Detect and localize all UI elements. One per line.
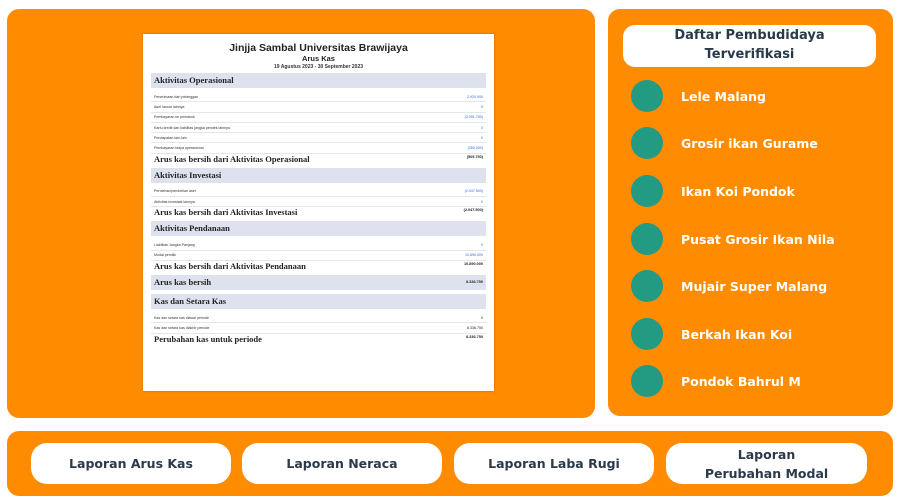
total-value: (505.750) [466, 154, 483, 159]
farmer-item[interactable] [631, 318, 881, 350]
cash-flow-report [143, 34, 494, 391]
farmer-name: Grosir ikan Gurame [681, 135, 818, 151]
farmer-avatar-icon [631, 127, 663, 159]
total-label: Arus kas bersih dari Aktivitas Operasional [154, 153, 310, 164]
farmer-list-panel [608, 9, 893, 416]
total-row-investasi [151, 207, 486, 219]
farmer-item[interactable] [631, 365, 881, 397]
farmer-avatar-icon [631, 270, 663, 302]
row-label: Pembayaran biaya operasional [154, 146, 204, 151]
total-value: (2.047.500) [463, 208, 483, 213]
farmer-name: Pusat Grosir Ikan Nila [681, 231, 835, 247]
farmer-name: Berkah Ikan Koi [681, 326, 793, 342]
total-value: 8.336.750 [466, 334, 483, 339]
report-row [151, 323, 486, 333]
farmer-item[interactable] [631, 80, 881, 112]
farmer-avatar-icon [631, 175, 663, 207]
farmer-list-title-line1: Daftar Pembudidaya [674, 28, 825, 43]
nav-neraca-button[interactable]: Laporan Neraca [242, 443, 442, 484]
report-company: Jinjja Sambal Universitas Brawijaya [229, 42, 408, 54]
report-row [151, 123, 486, 133]
farmer-avatar-icon [631, 318, 663, 350]
net-cash-value: 8.336.750 [466, 279, 483, 284]
row-value: 0 [481, 315, 483, 320]
row-value[interactable]: (3.091.750) [464, 115, 483, 120]
row-value[interactable]: (2.047.500) [464, 189, 483, 194]
total-row-perubahan-kas [151, 334, 486, 346]
nav-perubahan-modal-line2: Perubahan Modal [704, 465, 829, 481]
row-label: Penerimaan dari pelanggan [154, 94, 199, 99]
nav-laba-rugi-button[interactable]: Laporan Laba Rugi [454, 443, 654, 484]
farmer-item[interactable] [631, 175, 881, 207]
net-cash-row [151, 275, 486, 290]
total-row-operasional [151, 154, 486, 166]
total-label: Arus kas bersih dari Aktivitas Pendanaan [154, 260, 306, 271]
row-value[interactable]: 0 [481, 135, 483, 140]
report-row [151, 92, 486, 102]
row-value[interactable]: 2.920.000 [467, 94, 483, 99]
row-value[interactable]: 10.890.000 [465, 253, 483, 258]
section-header-pendanaan: Aktivitas Pendanaan [151, 221, 486, 236]
report-row [151, 102, 486, 112]
row-label: Modal pemilik [154, 253, 176, 258]
farmer-item[interactable] [631, 127, 881, 159]
report-row [151, 197, 486, 207]
row-value[interactable]: 0 [481, 243, 483, 248]
row-label: Perolehan/pembelian aset [154, 189, 196, 194]
section-header-investasi: Aktivitas Investasi [151, 168, 486, 183]
section-header-kas: Kas dan Setara Kas [151, 294, 486, 309]
nav-arus-kas-button[interactable]: Laporan Arus Kas [31, 443, 231, 484]
row-value[interactable]: 0 [481, 199, 483, 204]
farmer-name: Lele Malang [681, 88, 766, 104]
farmer-item[interactable] [631, 223, 881, 255]
section-header-operasional: Aktivitas Operasional [151, 73, 486, 88]
row-value[interactable]: 0 [481, 125, 483, 130]
row-label: Kas dan setara kas diawal periode [154, 315, 209, 320]
report-row [151, 133, 486, 143]
farmer-list-title-line2: Terverifikasi [704, 47, 795, 62]
row-value[interactable]: 0 [481, 104, 483, 109]
report-row [151, 187, 486, 197]
report-row [151, 251, 486, 261]
total-value: 10.890.000 [463, 261, 483, 266]
row-value[interactable]: (350.000) [467, 146, 483, 151]
report-row [151, 113, 486, 123]
row-value: 8.336.750 [467, 325, 483, 330]
farmer-name: Ikan Koi Pondok [681, 183, 795, 199]
report-subtitle: Arus Kas [302, 54, 335, 63]
report-period: 19 Agustus 2023 - 30 September 2023 [273, 64, 364, 70]
row-label: Pembayaran ke pemasok [154, 115, 195, 120]
report-row [151, 143, 486, 153]
report-row [151, 240, 486, 250]
farmer-name: Mujair Super Malang [681, 278, 828, 294]
farmer-avatar-icon [631, 80, 663, 112]
total-label: Perubahan kas untuk periode [154, 333, 262, 344]
report-row [151, 313, 486, 323]
farmer-item[interactable] [631, 270, 881, 302]
farmer-avatar-icon [631, 223, 663, 255]
row-label: Kas dan setara kas diakhir periode [154, 325, 210, 330]
row-label: Aktivitas investasi lainnya [154, 199, 195, 204]
total-row-pendanaan [151, 261, 486, 273]
row-label: Kartu kredit dan liabilitas jangka pendek lainnya [154, 125, 230, 130]
row-label: Pendapatan lain-lain [154, 135, 187, 140]
farmer-name: Pondok Bahrul M [681, 373, 801, 389]
net-cash-label: Arus kas bersih [154, 276, 212, 287]
row-label: Liabilitas Jangka Panjang [154, 243, 195, 248]
nav-perubahan-modal-line1: Laporan [737, 446, 796, 462]
farmer-list-title [623, 25, 876, 67]
nav-perubahan-modal-button[interactable] [666, 443, 867, 484]
farmer-avatar-icon [631, 365, 663, 397]
total-label: Arus kas bersih dari Aktivitas Investasi [154, 207, 298, 218]
row-label: Aset lancar lainnya [154, 104, 185, 109]
